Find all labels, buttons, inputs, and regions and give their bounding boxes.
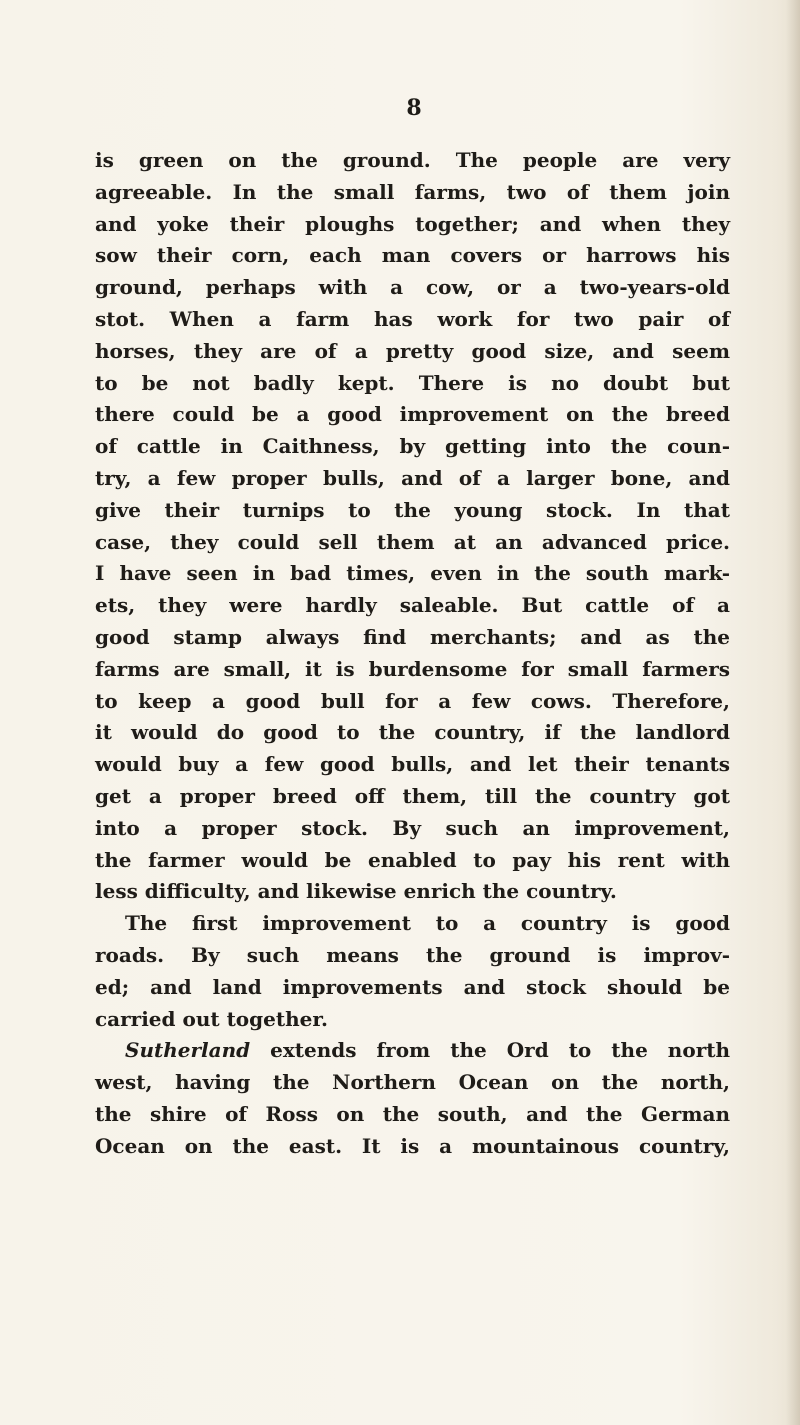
text-line: I have seen in bad times, even in the south mark-: [95, 561, 730, 586]
text-line: is green on the ground. The people are very: [95, 148, 730, 172]
text-line: there could be a good improvement on the breed: [95, 402, 730, 427]
text-line: would buy a few good bulls, and let their tenants: [95, 752, 730, 777]
italic-place-name: Sutherland: [125, 1038, 251, 1063]
text-line: agreeable. In the small farms, two of them join: [95, 179, 730, 204]
text-line: and yoke their ploughs together; and when they: [95, 211, 730, 236]
text-line-with-italic: [95, 1035, 730, 1067]
page-edge-shadow: [786, 0, 800, 1425]
text-line: carried out together.: [95, 1006, 329, 1031]
page-number: 8: [406, 95, 422, 121]
text-line: ground, perhaps with a cow, or a two-years-old: [95, 275, 730, 300]
text-line-rest: extends from the Ord to the north: [270, 1038, 731, 1063]
text-line: the shire of Ross on the south, and the German: [95, 1101, 730, 1126]
text-line: into a proper stock. By such an improvement,: [95, 815, 730, 840]
text-line: try, a few proper bulls, and of a larger bone, and: [95, 465, 730, 490]
text-line: good stamp always find merchants; and as the: [95, 624, 730, 649]
text-line: sow their corn, each man covers or harrows his: [95, 243, 730, 268]
text-line: less difficulty, and likewise enrich the country.: [95, 879, 617, 904]
text-line: roads. By such means the ground is improv-: [95, 942, 730, 967]
text-line: give their turnips to the young stock. In that: [95, 497, 730, 522]
body-text: [95, 145, 730, 1163]
text-line: ets, they were hardly saleable. But cattle of a: [95, 593, 730, 618]
text-line: to keep a good bull for a few cows. Therefore,: [95, 688, 730, 713]
text-line: the farmer would be enabled to pay his rent with: [95, 847, 730, 872]
text-line: of cattle in Caithness, by getting into the coun-: [95, 434, 730, 459]
text-line: farms are small, it is burdensome for small farmers: [95, 656, 730, 681]
text-line: horses, they are of a pretty good size, and seem: [95, 338, 730, 363]
text-line: ed; and land improvements and stock should be: [95, 974, 730, 999]
text-line: get a proper breed off them, till the country got: [95, 783, 730, 808]
text-line: west, having the Northern Ocean on the north,: [95, 1070, 730, 1095]
text-line: stot. When a farm has work for two pair of: [95, 306, 730, 331]
text-line: case, they could sell them at an advanced price.: [95, 529, 730, 554]
text-line: Ocean on the east. It is a mountainous country,: [95, 1133, 730, 1158]
text-line: The first improvement to a country is good: [125, 911, 730, 936]
text-line: to be not badly kept. There is no doubt but: [95, 370, 730, 395]
text-line: it would do good to the country, if the landlord: [95, 720, 730, 745]
